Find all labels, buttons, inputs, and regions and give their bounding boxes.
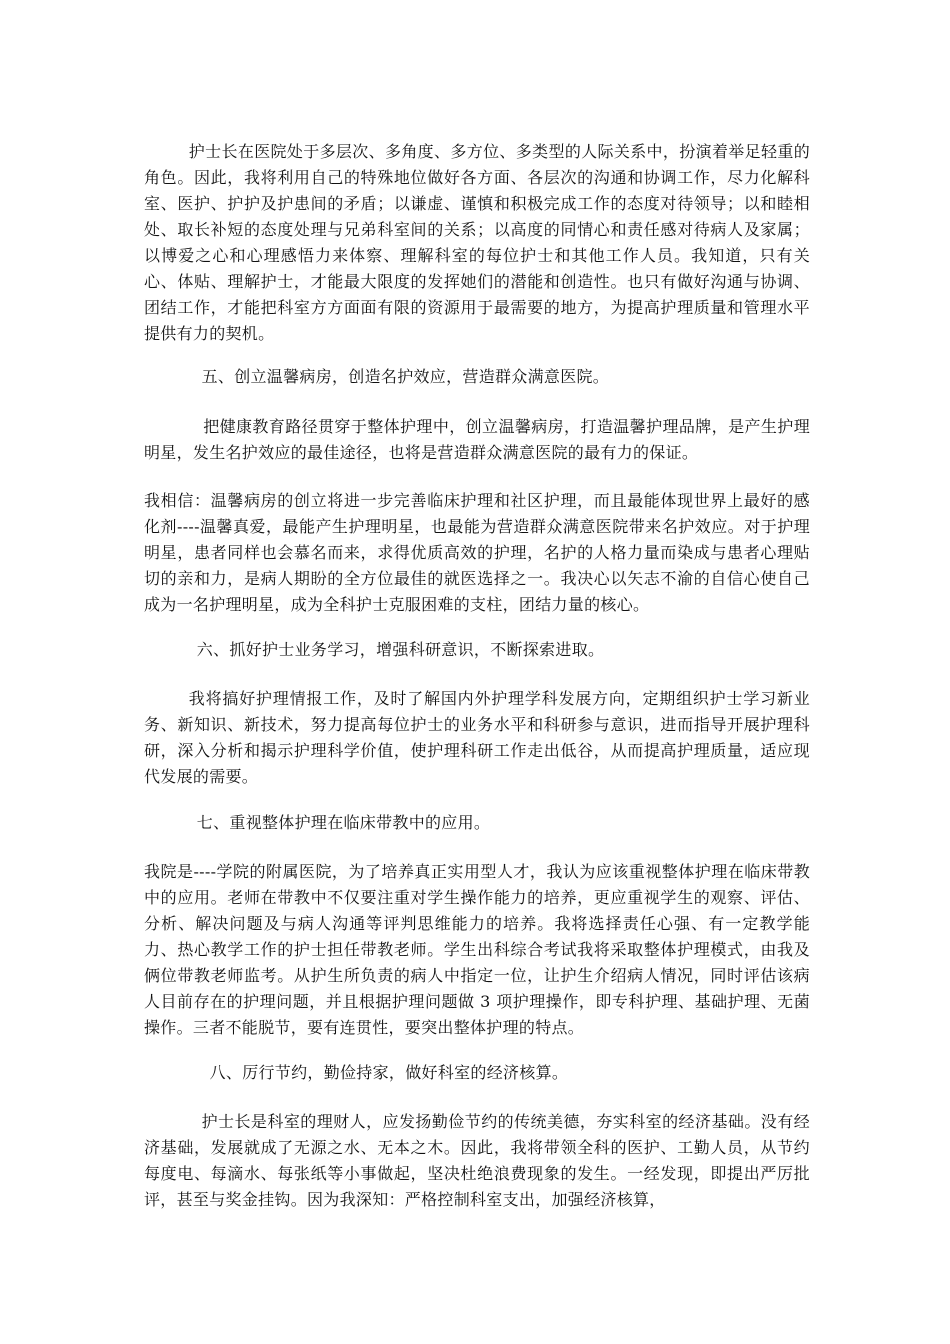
section-heading-5 <box>144 364 810 390</box>
section-heading: 八、厉行节约，勤俭持家，做好科室的经济核算。 <box>209 1063 569 1082</box>
body-paragraph: 我院是----学院的附属医院，为了培养真正实用型人才，我认为应该重视整体护理在临床带教中的应用。老师在带教中不仅要注重对学生操作能力的培养，更应重视学生的观察、评估、分析、解决问题及与病人沟通等评判思维能力的培养。我将选择责任心强、有一定教学能力、热心教学工作的护士担任带教老师。学生出科综合考试我将采取整体护理模式，由我及俩位带教老师监考。从护生所负责的病人中指定一位，让护生介绍病人情况，同时评估该病人目前存在的护理问题，并且根据护理问题做 3 项护理操作，即专科护理、基础护理、无菌操作。三者不能脱节，要有连贯性，要突出整体护理的特点。 <box>144 862 810 1037</box>
paragraph-belief <box>144 488 810 618</box>
paragraph-study <box>144 686 810 790</box>
section-heading: 五、创立温馨病房，创造名护效应，营造群众满意医院。 <box>201 367 610 386</box>
section-heading: 六、抓好护士业务学习，增强科研意识，不断探索进取。 <box>196 640 605 659</box>
paragraph-interpersonal-coordination <box>144 139 810 347</box>
body-paragraph: 把健康教育路径贯穿于整体护理中，创立温馨病房，打造温馨护理品牌，是产生护理明星，发生名护效应的最佳途径，也将是营造群众满意医院的最有力的保证。 <box>144 417 810 462</box>
section-heading-6 <box>144 637 810 663</box>
paragraph-teaching <box>144 859 810 1041</box>
section-heading-8 <box>144 1060 810 1086</box>
body-paragraph: 我将搞好护理情报工作，及时了解国内外护理学科发展方向，定期组织护士学习新业务、新知识、新技术，努力提高每位护士的业务水平和科研参与意识，进而指导开展护理科研，深入分析和揭示护理科学价值，使护理科研工作走出低谷，从而提高护理质量，适应现代发展的需要。 <box>144 689 810 786</box>
section-heading: 七、重视整体护理在临床带教中的应用。 <box>196 813 491 832</box>
body-paragraph: 我相信：温馨病房的创立将进一步完善临床护理和社区护理，而且最能体现世界上最好的感化剂----温馨真爱，最能产生护理明星，也最能为营造群众满意医院带来名护效应。对于护理明星，患者同样也会慕名而来，求得优质高效的护理，名护的人格力量而染成与患者心理贴切的亲和力，是病人期盼的全方位最佳的就医选择之一。我决心以矢志不渝的自信心使自己成为一名护理明星，成为全科护士克服困难的支柱，团结力量的核心。 <box>144 491 810 614</box>
body-paragraph: 护士长是科室的理财人，应发扬勤俭节约的传统美德，夯实科室的经济基础。没有经济基础，发展就成了无源之水、无本之木。因此，我将带领全科的医护、工勤人员，从节约每度电、每滴水、每张纸等小事做起，坚决杜绝浪费现象的发生。一经发现，即提出严厉批评，甚至与奖金挂钩。因为我深知：严格控制科室支出，加强经济核算， <box>144 1112 810 1209</box>
paragraph-economy <box>144 1109 810 1213</box>
paragraph-health-education <box>144 414 810 466</box>
section-heading-7 <box>144 810 810 836</box>
body-paragraph: 护士长在医院处于多层次、多角度、多方位、多类型的人际关系中，扮演着举足轻重的角色。因此，我将利用自己的特殊地位做好各方面、各层次的沟通和协调工作，尽力化解科室、医护、护护及护患间的矛盾；以谦虚、谨慎和积极完成工作的态度对待领导；以和睦相处、取长补短的态度处理与兄弟科室间的关系；以高度的同情心和责任感对待病人及家属；以博爱之心和心理感悟力来体察、理解科室的每位护士和其他工作人员。我知道，只有关心、体贴、理解护士，才能最大限度的发挥她们的潜能和创造性。也只有做好沟通与协调、团结工作，才能把科室方方面面有限的资源用于最需要的地方，为提高护理质量和管理水平提供有力的契机。 <box>144 142 810 343</box>
